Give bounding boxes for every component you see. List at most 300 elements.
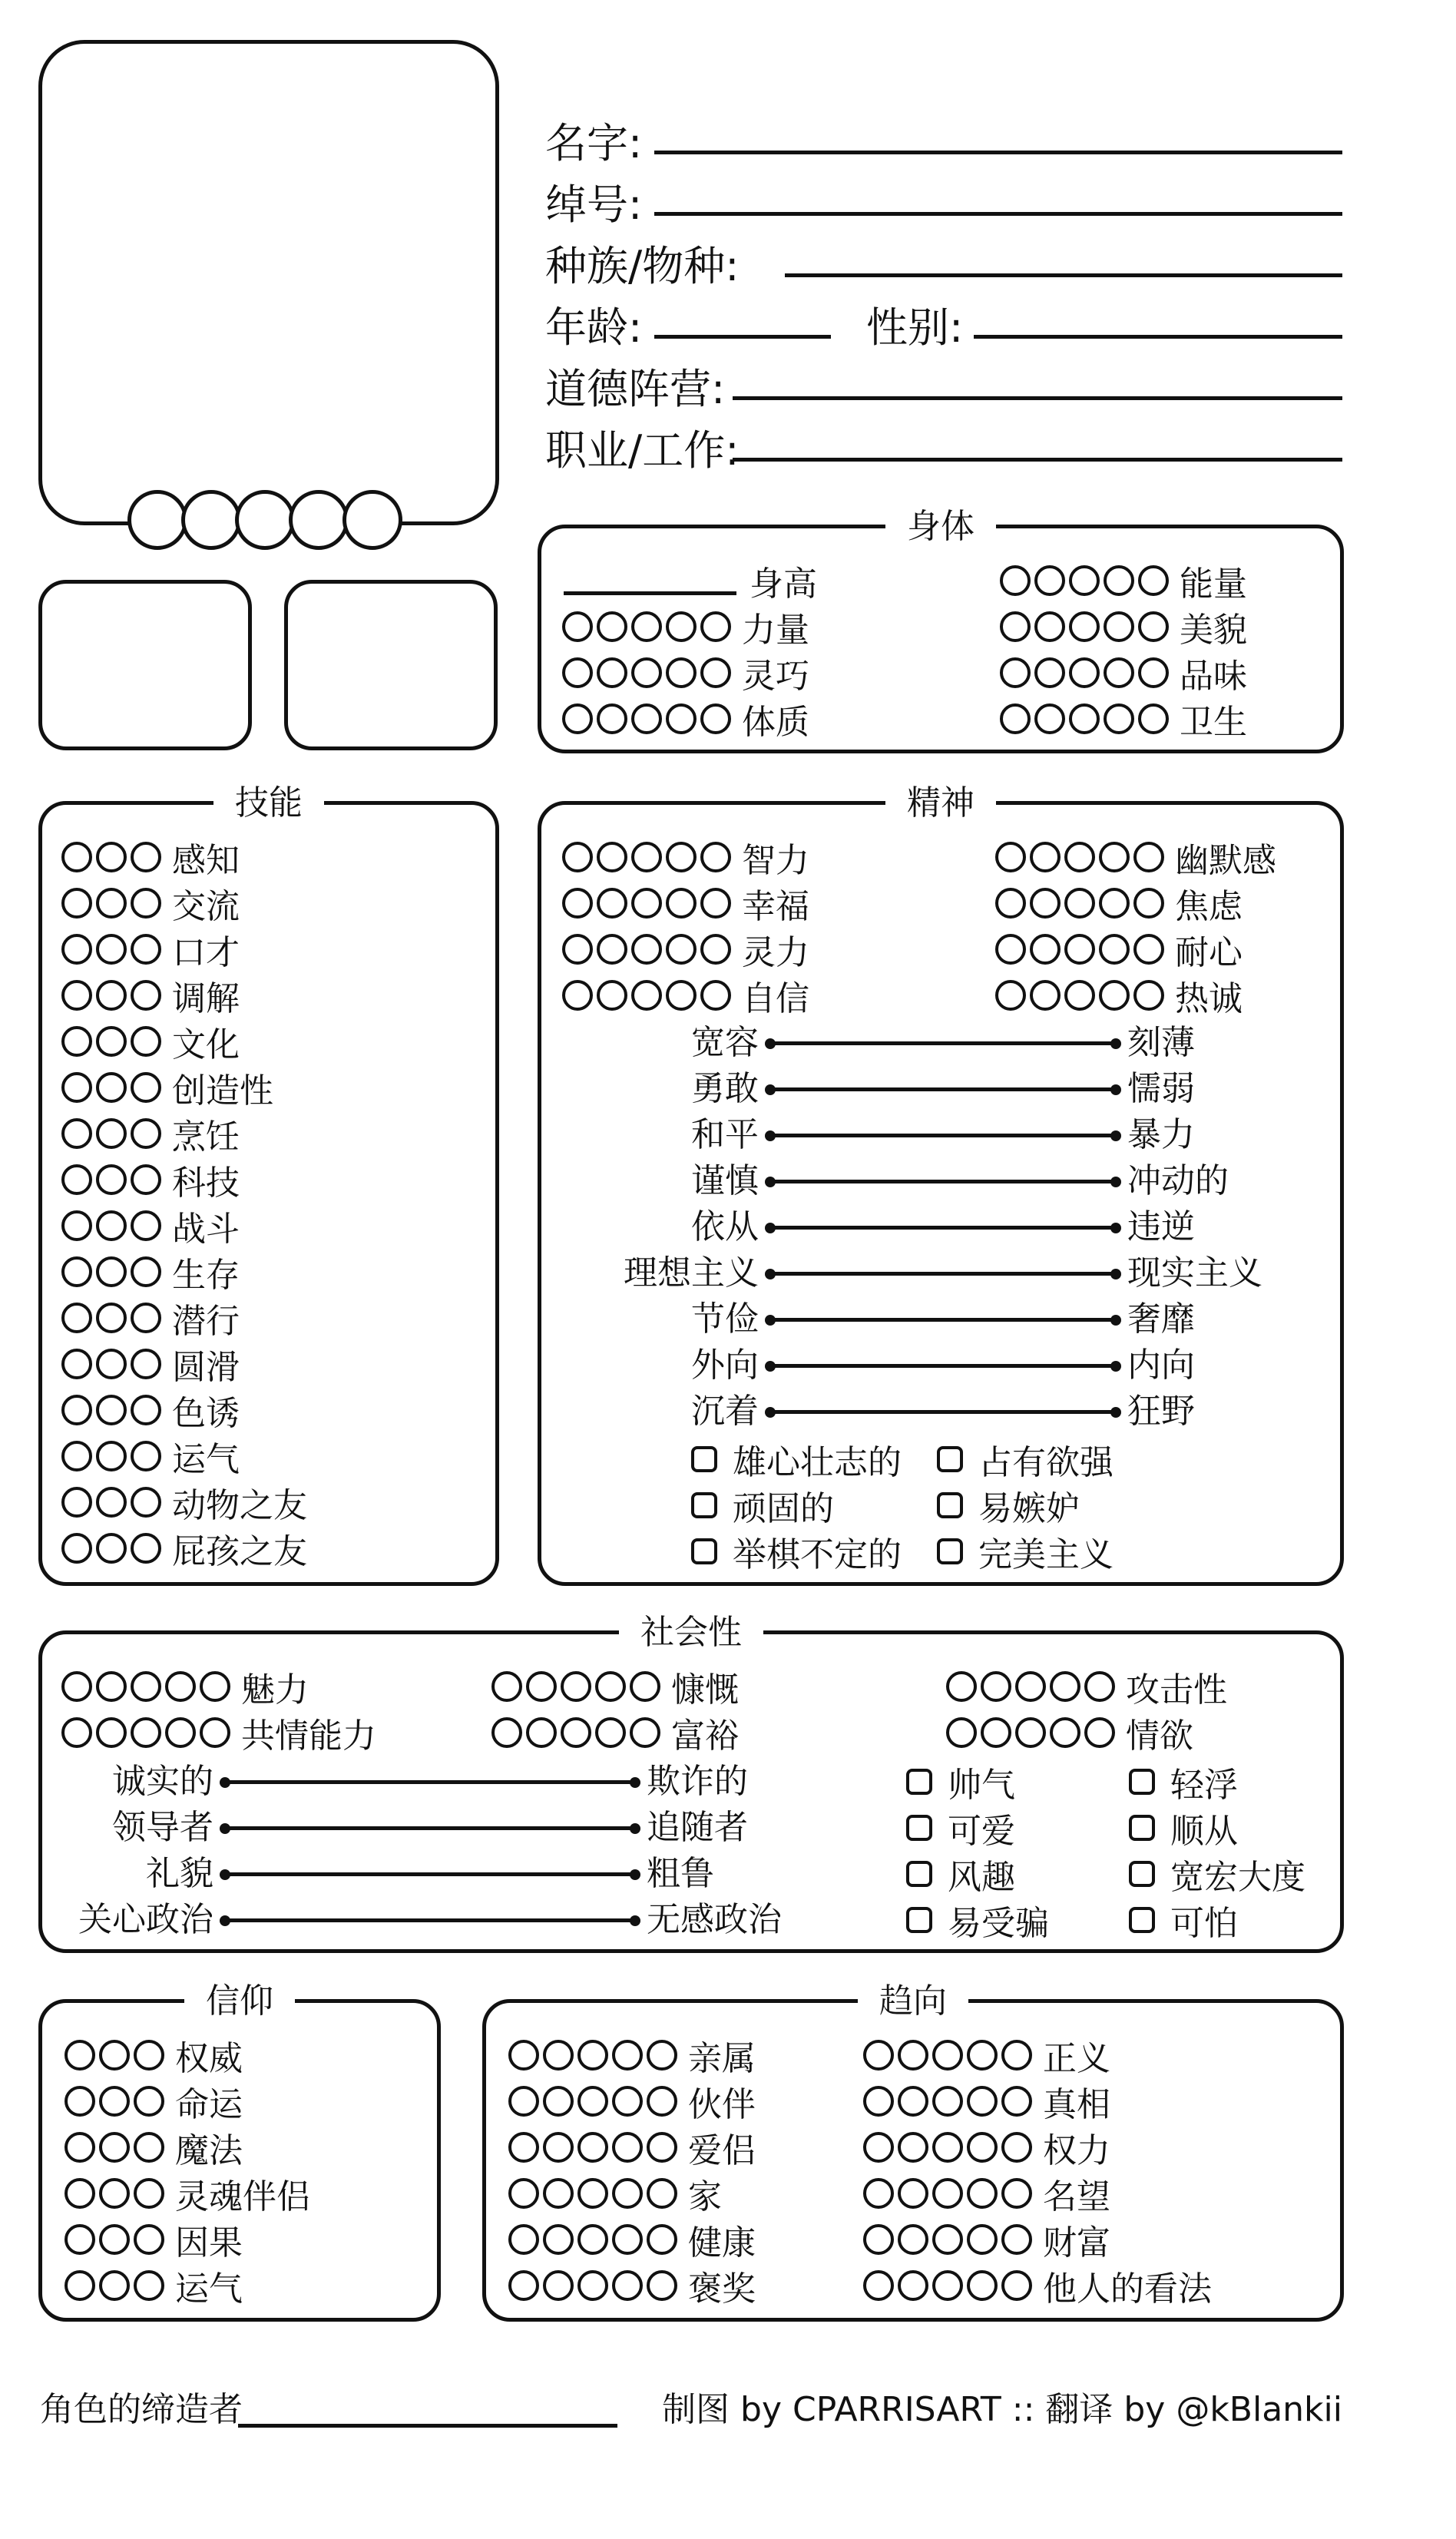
rating-dots[interactable] (61, 980, 161, 1011)
rating-dot[interactable] (1084, 1717, 1115, 1748)
checkbox[interactable] (691, 1446, 717, 1472)
rating-dot[interactable] (96, 1671, 127, 1702)
rating-dot[interactable] (96, 888, 127, 919)
mind-row[interactable] (995, 974, 1243, 1017)
rating-dot[interactable] (1064, 888, 1095, 919)
rating-dot[interactable] (898, 2178, 928, 2209)
skill-row[interactable] (61, 1296, 240, 1339)
rating-dot[interactable] (577, 2270, 608, 2301)
slider-track[interactable] (768, 1134, 1118, 1137)
rating-dot[interactable] (96, 1717, 127, 1748)
rating-dot[interactable] (562, 888, 593, 919)
slider-track[interactable] (768, 1180, 1118, 1183)
rating-dots[interactable] (61, 1303, 161, 1333)
rating-dot[interactable] (995, 980, 1026, 1011)
drive-row[interactable] (863, 2172, 1110, 2215)
drive-row[interactable] (863, 2264, 1212, 2307)
rating-dot[interactable] (96, 1349, 127, 1379)
rating-dot[interactable] (597, 980, 627, 1011)
social-slider[interactable] (112, 1806, 748, 1849)
rating-dot[interactable] (612, 2224, 643, 2255)
drive-row[interactable] (508, 2264, 756, 2307)
rating-dot[interactable] (1030, 934, 1061, 965)
mind-row[interactable] (562, 974, 809, 1017)
rating-dot[interactable] (597, 934, 627, 965)
rating-dot[interactable] (134, 2040, 164, 2071)
rating-dots[interactable] (61, 1256, 161, 1287)
slider-track[interactable] (768, 1041, 1118, 1045)
rating-dot[interactable] (96, 1441, 127, 1471)
rating-dots[interactable] (995, 980, 1164, 1011)
rating-dot[interactable] (96, 842, 127, 872)
rating-dot[interactable] (1099, 934, 1130, 965)
rating-dot[interactable] (61, 1717, 92, 1748)
rating-dot[interactable] (863, 2040, 894, 2071)
rating-dot[interactable] (597, 842, 627, 872)
rating-dot[interactable] (543, 2224, 574, 2255)
social-row[interactable] (61, 1665, 309, 1708)
mind-row[interactable] (995, 836, 1276, 879)
skill-row[interactable] (61, 836, 240, 879)
rating-dot[interactable] (131, 1303, 161, 1333)
rating-dots[interactable] (61, 1533, 161, 1564)
alignment-line[interactable] (733, 396, 1342, 400)
rating-dots[interactable] (946, 1717, 1115, 1748)
rating-dot[interactable] (61, 1441, 92, 1471)
rating-dot[interactable] (577, 2224, 608, 2255)
rating-dot[interactable] (700, 842, 731, 872)
rating-dots[interactable] (508, 2132, 677, 2163)
rating-dot[interactable] (1001, 2270, 1032, 2301)
rating-dot[interactable] (561, 1717, 591, 1748)
rating-dots[interactable] (995, 842, 1164, 872)
rating-dot[interactable] (981, 1717, 1011, 1748)
checkbox[interactable] (906, 1769, 932, 1795)
rating-dot[interactable] (577, 2178, 608, 2209)
rating-dot[interactable] (967, 2178, 998, 2209)
rating-dot[interactable] (595, 1671, 626, 1702)
rating-dots[interactable] (61, 1395, 161, 1425)
drive-row[interactable] (863, 2126, 1110, 2169)
rating-dot[interactable] (1001, 2132, 1032, 2163)
rating-dot[interactable] (96, 1118, 127, 1149)
rating-dot[interactable] (863, 2086, 894, 2117)
rating-dot[interactable] (508, 2224, 539, 2255)
rating-dot[interactable] (932, 2224, 963, 2255)
rating-dot[interactable] (165, 1717, 196, 1748)
rating-dot[interactable] (96, 1487, 127, 1518)
rating-dot[interactable] (700, 888, 731, 919)
rating-dot[interactable] (577, 2132, 608, 2163)
rating-dot[interactable] (526, 1717, 557, 1748)
checkbox[interactable] (906, 1907, 932, 1933)
rating-dots[interactable] (491, 1671, 660, 1702)
rating-dots[interactable] (65, 2086, 164, 2117)
checkbox[interactable] (1129, 1769, 1155, 1795)
rating-dot[interactable] (200, 1717, 230, 1748)
rating-dot[interactable] (99, 2270, 130, 2301)
rating-dots[interactable] (863, 2224, 1032, 2255)
rating-dot[interactable] (1099, 980, 1130, 1011)
rating-dot[interactable] (863, 2178, 894, 2209)
rating-dot[interactable] (96, 934, 127, 965)
rating-dots[interactable] (61, 1210, 161, 1241)
mind-checkbox[interactable] (937, 1484, 1080, 1527)
rating-dot[interactable] (863, 2132, 894, 2163)
checkbox[interactable] (906, 1815, 932, 1841)
rating-dot[interactable] (932, 2178, 963, 2209)
slider-track[interactable] (223, 1872, 637, 1876)
rating-dot[interactable] (1030, 842, 1061, 872)
rating-dot[interactable] (647, 2086, 677, 2117)
rating-dots[interactable] (508, 2086, 677, 2117)
social-checkbox[interactable] (906, 1898, 1049, 1941)
rating-dot[interactable] (967, 2040, 998, 2071)
rating-dots[interactable] (562, 888, 731, 919)
rating-dot[interactable] (946, 1717, 977, 1748)
rating-dot[interactable] (577, 2086, 608, 2117)
rating-dots[interactable] (61, 842, 161, 872)
slider-track[interactable] (768, 1410, 1118, 1414)
rating-dot[interactable] (543, 2132, 574, 2163)
rating-dots[interactable] (863, 2178, 1032, 2209)
rating-dot[interactable] (61, 1072, 92, 1103)
mind-checkbox[interactable] (937, 1530, 1114, 1573)
social-checkbox[interactable] (1129, 1852, 1305, 1895)
mind-slider[interactable] (624, 1252, 1262, 1295)
rating-dots[interactable] (995, 888, 1164, 919)
mind-checkbox[interactable] (691, 1484, 834, 1527)
rating-dot[interactable] (96, 1533, 127, 1564)
checkbox[interactable] (1129, 1861, 1155, 1887)
rating-dots[interactable] (61, 1026, 161, 1057)
rating-dot[interactable] (1001, 2040, 1032, 2071)
rating-dot[interactable] (967, 2270, 998, 2301)
rating-dots[interactable] (491, 1717, 660, 1748)
rating-dot[interactable] (61, 1349, 92, 1379)
social-row[interactable] (491, 1665, 739, 1708)
rating-dot[interactable] (61, 842, 92, 872)
rating-dot[interactable] (630, 1671, 660, 1702)
rating-dot[interactable] (562, 934, 593, 965)
rating-dot[interactable] (1015, 1671, 1046, 1702)
rating-dots[interactable] (61, 1349, 161, 1379)
rating-dot[interactable] (65, 2040, 95, 2071)
rating-dot[interactable] (61, 888, 92, 919)
social-row[interactable] (491, 1711, 739, 1754)
rating-dot[interactable] (61, 980, 92, 1011)
skill-row[interactable] (61, 1066, 273, 1109)
rating-dot[interactable] (65, 2086, 95, 2117)
social-checkbox[interactable] (906, 1806, 1015, 1849)
social-checkbox[interactable] (906, 1760, 1015, 1803)
rating-dots[interactable] (863, 2086, 1032, 2117)
rating-dot[interactable] (99, 2040, 130, 2071)
rating-dot[interactable] (131, 1487, 161, 1518)
rating-dot[interactable] (995, 888, 1026, 919)
rating-dots[interactable] (61, 1164, 161, 1195)
skill-row[interactable] (61, 1250, 240, 1293)
rating-dot[interactable] (508, 2040, 539, 2071)
drive-row[interactable] (508, 2080, 756, 2123)
rating-dot[interactable] (61, 1118, 92, 1149)
rating-dot[interactable] (61, 1210, 92, 1241)
rating-dot[interactable] (700, 934, 731, 965)
rating-dot[interactable] (562, 842, 593, 872)
rating-dot[interactable] (96, 1303, 127, 1333)
rating-dot[interactable] (700, 980, 731, 1011)
rating-dot[interactable] (508, 2086, 539, 2117)
rating-dot[interactable] (666, 842, 697, 872)
rating-dot[interactable] (96, 1026, 127, 1057)
rating-dot[interactable] (561, 1671, 591, 1702)
rating-dot[interactable] (932, 2270, 963, 2301)
rating-dot[interactable] (61, 1303, 92, 1333)
checkbox[interactable] (937, 1538, 963, 1564)
rating-dot[interactable] (1030, 980, 1061, 1011)
rating-dot[interactable] (631, 888, 662, 919)
mind-checkbox[interactable] (691, 1530, 902, 1573)
rating-dot[interactable] (134, 2178, 164, 2209)
checkbox[interactable] (937, 1446, 963, 1472)
mind-slider[interactable] (691, 1021, 1195, 1064)
rating-dots[interactable] (65, 2270, 164, 2301)
rating-dot[interactable] (61, 1026, 92, 1057)
rating-dot[interactable] (134, 2086, 164, 2117)
rating-dot[interactable] (526, 1671, 557, 1702)
rating-dot[interactable] (131, 1349, 161, 1379)
rating-dot[interactable] (647, 2040, 677, 2071)
rating-dot[interactable] (491, 1717, 522, 1748)
mind-row[interactable] (995, 928, 1243, 971)
rating-dot[interactable] (898, 2086, 928, 2117)
rating-dot[interactable] (647, 2224, 677, 2255)
rating-dot[interactable] (898, 2224, 928, 2255)
social-row[interactable] (946, 1665, 1227, 1708)
rating-dot[interactable] (131, 1026, 161, 1057)
rating-dots[interactable] (61, 1671, 230, 1702)
rating-dots[interactable] (562, 842, 731, 872)
rating-dot[interactable] (131, 1717, 161, 1748)
rating-dot[interactable] (131, 888, 161, 919)
mind-slider[interactable] (691, 1114, 1195, 1157)
rating-dots[interactable] (508, 2224, 677, 2255)
rating-dot[interactable] (898, 2040, 928, 2071)
social-checkbox[interactable] (1129, 1760, 1238, 1803)
rating-dot[interactable] (595, 1717, 626, 1748)
checkbox[interactable] (1129, 1907, 1155, 1933)
rating-dot[interactable] (666, 980, 697, 1011)
rating-dot[interactable] (1050, 1717, 1080, 1748)
checkbox[interactable] (906, 1861, 932, 1887)
rating-dot[interactable] (1099, 888, 1130, 919)
rating-dot[interactable] (543, 2270, 574, 2301)
rating-dot[interactable] (131, 1072, 161, 1103)
skill-row[interactable] (61, 1020, 240, 1063)
rating-dots[interactable] (61, 1487, 161, 1518)
rating-dots[interactable] (61, 934, 161, 965)
rating-dots[interactable] (562, 980, 731, 1011)
gender-line[interactable] (974, 335, 1342, 339)
rating-dot[interactable] (131, 1256, 161, 1287)
mind-row[interactable] (562, 882, 809, 925)
skill-row[interactable] (61, 1481, 307, 1524)
social-slider[interactable] (146, 1852, 714, 1895)
body-hygiene[interactable]: 卫生 (1000, 697, 1247, 740)
job-line[interactable] (733, 458, 1342, 462)
skill-row[interactable] (61, 1158, 240, 1201)
rating-dot[interactable] (491, 1671, 522, 1702)
mind-slider[interactable] (691, 1160, 1229, 1203)
slider-track[interactable] (223, 1918, 637, 1922)
drive-row[interactable] (863, 2218, 1110, 2261)
rating-dots[interactable] (508, 2270, 677, 2301)
rating-dot[interactable] (597, 888, 627, 919)
body-energy[interactable]: 能量 (1000, 559, 1247, 602)
skill-row[interactable] (61, 1204, 240, 1247)
rating-dot[interactable] (1064, 980, 1095, 1011)
rating-dot[interactable] (631, 980, 662, 1011)
rating-dot[interactable] (666, 888, 697, 919)
rating-dot[interactable] (631, 842, 662, 872)
social-checkbox[interactable] (1129, 1806, 1238, 1849)
rating-dots[interactable] (61, 1118, 161, 1149)
rating-dot[interactable] (131, 1395, 161, 1425)
skill-row[interactable] (61, 1112, 240, 1155)
drive-row[interactable] (863, 2080, 1110, 2123)
rating-dot[interactable] (932, 2132, 963, 2163)
mind-slider[interactable] (691, 1344, 1195, 1387)
rating-dots[interactable] (61, 888, 161, 919)
rating-dot[interactable] (134, 2224, 164, 2255)
rating-dot[interactable] (1001, 2086, 1032, 2117)
rating-dot[interactable] (612, 2270, 643, 2301)
rating-dot[interactable] (946, 1671, 977, 1702)
rating-dot[interactable] (1099, 842, 1130, 872)
rating-dot[interactable] (131, 842, 161, 872)
rating-dot[interactable] (200, 1671, 230, 1702)
belief-row[interactable] (65, 2080, 243, 2123)
rating-dot[interactable] (543, 2178, 574, 2209)
skill-row[interactable] (61, 1435, 240, 1478)
checkbox[interactable] (937, 1492, 963, 1518)
rating-dot[interactable] (647, 2270, 677, 2301)
rating-dot[interactable] (131, 1441, 161, 1471)
drive-row[interactable] (508, 2126, 756, 2169)
rating-dot[interactable] (666, 934, 697, 965)
skill-row[interactable] (61, 882, 240, 925)
drive-row[interactable] (863, 2034, 1110, 2077)
mind-row[interactable] (562, 836, 809, 879)
slider-track[interactable] (223, 1826, 637, 1830)
rating-dot[interactable] (508, 2178, 539, 2209)
rating-dot[interactable] (1015, 1717, 1046, 1748)
rating-dot[interactable] (898, 2270, 928, 2301)
rating-dot[interactable] (61, 1671, 92, 1702)
species-line[interactable] (785, 273, 1342, 277)
rating-dot[interactable] (96, 1395, 127, 1425)
creator-line[interactable] (238, 2424, 617, 2428)
rating-dot[interactable] (1001, 2178, 1032, 2209)
social-row[interactable] (946, 1711, 1193, 1754)
rating-dots[interactable] (61, 1717, 230, 1748)
body-constitution[interactable]: 体质 (562, 697, 809, 740)
rating-dot[interactable] (1133, 934, 1164, 965)
rating-dot[interactable] (612, 2040, 643, 2071)
rating-dot[interactable] (863, 2270, 894, 2301)
rating-dot[interactable] (1133, 842, 1164, 872)
rating-dots[interactable] (863, 2270, 1032, 2301)
rating-dot[interactable] (99, 2086, 130, 2117)
social-checkbox[interactable] (1129, 1898, 1238, 1941)
rating-dot[interactable] (631, 934, 662, 965)
skill-row[interactable] (61, 1342, 240, 1385)
rating-dot[interactable] (543, 2040, 574, 2071)
rating-dot[interactable] (1133, 888, 1164, 919)
drive-row[interactable] (508, 2172, 722, 2215)
slider-track[interactable] (768, 1226, 1118, 1230)
rating-dot[interactable] (96, 980, 127, 1011)
mind-row[interactable] (562, 928, 809, 971)
social-row[interactable] (61, 1711, 376, 1754)
rating-dots[interactable] (508, 2178, 677, 2209)
body-strength[interactable]: 力量 (562, 605, 809, 648)
rating-dot[interactable] (61, 1164, 92, 1195)
rating-dot[interactable] (134, 2132, 164, 2163)
rating-dot[interactable] (131, 1118, 161, 1149)
rating-dots[interactable] (65, 2040, 164, 2071)
rating-dots[interactable] (946, 1671, 1115, 1702)
rating-dot[interactable] (1030, 888, 1061, 919)
skill-row[interactable] (61, 974, 240, 1017)
rating-dots[interactable] (61, 1441, 161, 1471)
rating-dot[interactable] (1064, 934, 1095, 965)
rating-dot[interactable] (99, 2224, 130, 2255)
rating-dot[interactable] (61, 1256, 92, 1287)
rating-dots[interactable] (508, 2040, 677, 2071)
rating-dot[interactable] (995, 842, 1026, 872)
rating-dot[interactable] (1064, 842, 1095, 872)
mind-slider[interactable] (691, 1068, 1195, 1111)
rating-dot[interactable] (96, 1072, 127, 1103)
body-beauty[interactable]: 美貌 (1000, 605, 1247, 648)
rating-dots[interactable] (562, 934, 731, 965)
rating-dot[interactable] (508, 2132, 539, 2163)
rating-dots[interactable] (65, 2178, 164, 2209)
name-line[interactable] (654, 151, 1342, 154)
rating-dot[interactable] (61, 1487, 92, 1518)
rating-dot[interactable] (932, 2040, 963, 2071)
rating-dot[interactable] (967, 2132, 998, 2163)
body-dexterity[interactable]: 灵巧 (562, 651, 809, 694)
rating-dot[interactable] (96, 1164, 127, 1195)
belief-row[interactable] (65, 2034, 243, 2077)
drive-row[interactable] (508, 2218, 756, 2261)
rating-dots[interactable] (863, 2132, 1032, 2163)
mind-slider[interactable] (691, 1298, 1195, 1341)
rating-dot[interactable] (65, 2178, 95, 2209)
social-slider[interactable] (112, 1760, 748, 1803)
rating-dot[interactable] (543, 2086, 574, 2117)
rating-dot[interactable] (508, 2270, 539, 2301)
rating-dots[interactable] (995, 934, 1164, 965)
drive-row[interactable] (508, 2034, 756, 2077)
mind-row[interactable] (995, 882, 1243, 925)
skill-row[interactable] (61, 1389, 240, 1432)
rating-dot[interactable] (99, 2132, 130, 2163)
mind-slider[interactable] (691, 1390, 1195, 1433)
rating-dot[interactable] (65, 2270, 95, 2301)
